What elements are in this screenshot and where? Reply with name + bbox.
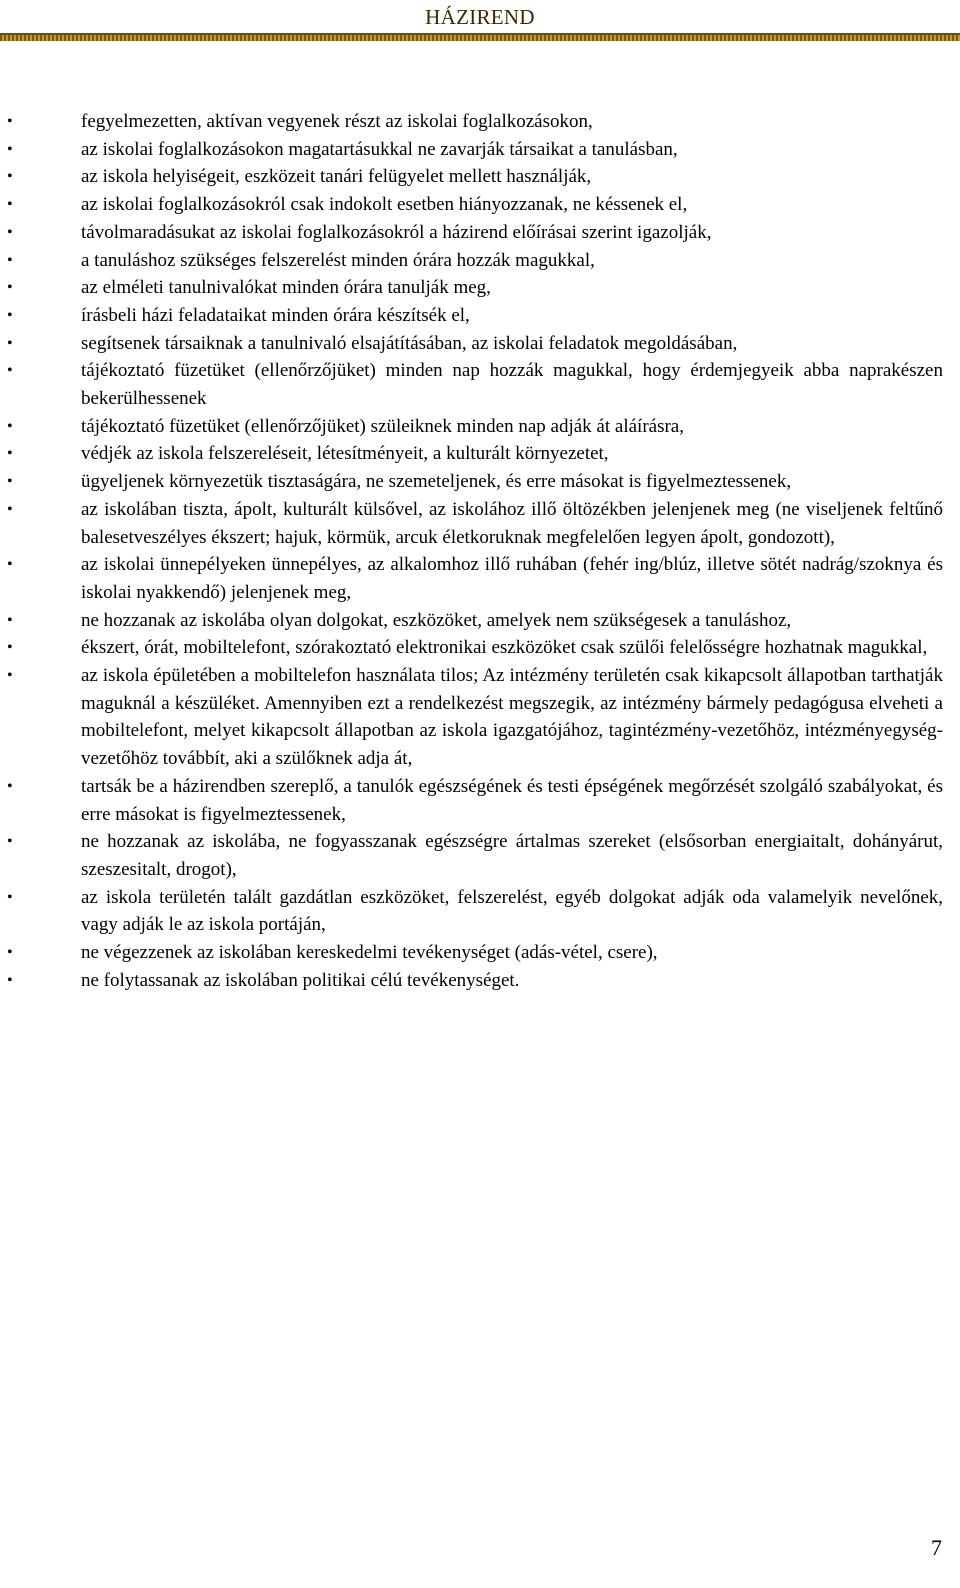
list-item-text: a tanuláshoz szükséges felszerelést minden órára hozzák magukkal,	[81, 249, 595, 271]
list-item-text: segítsenek társaiknak a tanulnivaló elsajátításában, az iskolai feladatok megoldásában,	[81, 332, 738, 354]
page-header-title: HÁZIREND	[425, 5, 535, 29]
rules-list	[0, 108, 960, 995]
list-item	[7, 496, 943, 551]
list-item	[7, 939, 943, 967]
bullet-icon: •	[7, 196, 13, 214]
list-item-text: védjék az iskola felszereléseit, létesítményeit, a kulturált környezetet,	[81, 443, 609, 465]
list-item-text: ne hozzanak az iskolába, ne fogyasszanak egészségre ártalmas szereket (elsősorban energiaitalt, dohányárut, szeszesitalt, drogot),	[81, 831, 943, 880]
bullet-icon: •	[7, 667, 13, 685]
bullet-icon: •	[7, 113, 13, 130]
bullet-icon: •	[7, 888, 13, 906]
list-item	[7, 274, 943, 302]
list-item	[7, 607, 943, 635]
list-item-text: tájékoztató füzetüket (ellenőrzőjüket) minden nap hozzák magukkal, hogy érdemjegyeik abba naprakészen bekerülhessenek	[81, 360, 943, 410]
list-item-text: ügyeljenek környezetük tisztaságára, ne szemeteljenek, és erre másokat is figyelmeztessenek,	[81, 471, 792, 493]
list-item-text: az iskolában tiszta, ápolt, kulturált külsővel, az iskolához illő öltözékben jelenjenek meg (ne viseljenek feltűnő balesetveszélyes ékszert; hajuk, körmük, arcuk életkoruknak megfelelően legyen ápolt, gondozott),	[81, 498, 943, 548]
list-item	[7, 302, 943, 330]
bullet-icon: •	[7, 971, 13, 989]
list-item-text: tájékoztató füzetüket (ellenőrzőjüket) szüleiknek minden nap adják át aláírásra,	[81, 415, 684, 437]
list-item-text: az iskola területén talált gazdátlan eszközöket, felszerelést, egyéb dolgokat adják oda valamelyik nevelőnek, vagy adják le az iskola portáján,	[81, 886, 943, 936]
list-item	[7, 247, 943, 275]
list-item-text: az iskolai foglalkozásokról csak indokolt esetben hiányozzanak, ne késsenek el,	[81, 194, 688, 216]
list-item-text: az iskola épületében a mobiltelefon használata tilos; Az intézmény területén csak kikapcsolt állapotban tarthatják maguknál a készüléket. Amennyiben ezt a rendelkezést megszegik, az intézmény bármely pedagógusa elveheti a mobiltelefont, melyet kikapcsolt állapotban az iskola igazgatójához, tagintézmény-vezetőhöz, intézményegység-vezetőhöz továbbít, aki a szülőknek adja át,	[81, 665, 943, 770]
list-item-text: az iskolai foglalkozásokon magatartásukkal ne zavarják társaikat a tanulásban,	[81, 138, 678, 160]
list-item	[7, 136, 943, 164]
list-item-text: ne hozzanak az iskolába olyan dolgokat, eszközöket, amelyek nem szükségesek a tanuláshoz,	[81, 609, 792, 631]
list-item-text: írásbeli házi feladataikat minden órára készítsék el,	[81, 304, 470, 326]
list-item	[7, 330, 943, 358]
list-item-text: ékszert, órát, mobiltelefont, szórakoztató elektronikai eszközöket csak szülői felelősségre hozhatnak magukkal,	[81, 637, 928, 659]
bullet-icon: •	[7, 639, 13, 657]
list-item-text: az iskolai ünnepélyeken ünnepélyes, az alkalomhoz illő ruhában (fehér ing/blúz, illetve sötét nadrág/szoknya és iskolai nyakkendő) jelenjenek meg,	[81, 554, 943, 603]
list-item	[7, 163, 943, 191]
list-item	[7, 884, 943, 939]
bullet-icon: •	[7, 417, 13, 435]
list-item	[7, 551, 943, 606]
list-item	[7, 468, 943, 496]
bullet-icon: •	[7, 168, 13, 186]
list-item	[7, 357, 943, 412]
list-item	[7, 773, 943, 828]
list-item	[7, 413, 943, 441]
list-item-text: az iskola helyiségeit, eszközeit tanári felügyelet mellett használják,	[81, 166, 592, 188]
bullet-icon: •	[7, 556, 13, 574]
list-item	[7, 967, 943, 995]
bullet-icon: •	[7, 777, 13, 795]
bullet-icon: •	[7, 334, 13, 352]
list-item	[7, 828, 943, 883]
list-item	[7, 219, 943, 247]
list-item-text: távolmaradásukat az iskolai foglalkozásokról a házirend előírásai szerint igazolják,	[81, 221, 712, 243]
list-item-text: ne folytassanak az iskolában politikai célú tevékenységet.	[81, 969, 520, 991]
list-item-text: ne végezzenek az iskolában kereskedelmi tevékenységet (adás-vétel, csere),	[81, 942, 658, 964]
bullet-icon: •	[7, 251, 13, 269]
list-item	[7, 440, 943, 468]
bullet-icon: •	[7, 223, 13, 241]
bullet-icon: •	[7, 279, 13, 297]
list-item-text: tartsák be a házirendben szereplő, a tanulók egészségének és testi épségének megőrzését szolgáló szabályokat, és erre másokat is figyelmeztessenek,	[81, 775, 943, 825]
bullet-icon: •	[7, 140, 13, 158]
list-item	[7, 662, 943, 773]
bullet-icon: •	[7, 362, 13, 380]
bullet-icon: •	[7, 445, 13, 463]
bullet-icon: •	[7, 833, 13, 851]
list-item	[7, 108, 943, 136]
bullet-icon: •	[7, 500, 13, 518]
list-item	[7, 191, 943, 219]
header-divider	[0, 33, 960, 41]
list-item	[7, 634, 943, 662]
bullet-icon: •	[7, 611, 13, 629]
page-number: 7	[931, 1535, 942, 1560]
bullet-icon: •	[7, 944, 13, 962]
list-item-text: fegyelmezetten, aktívan vegyenek részt az iskolai foglalkozásokon,	[81, 111, 593, 132]
bullet-icon: •	[7, 306, 13, 324]
list-item-text: az elméleti tanulnivalókat minden órára tanulják meg,	[81, 277, 491, 299]
bullet-icon: •	[7, 473, 13, 491]
